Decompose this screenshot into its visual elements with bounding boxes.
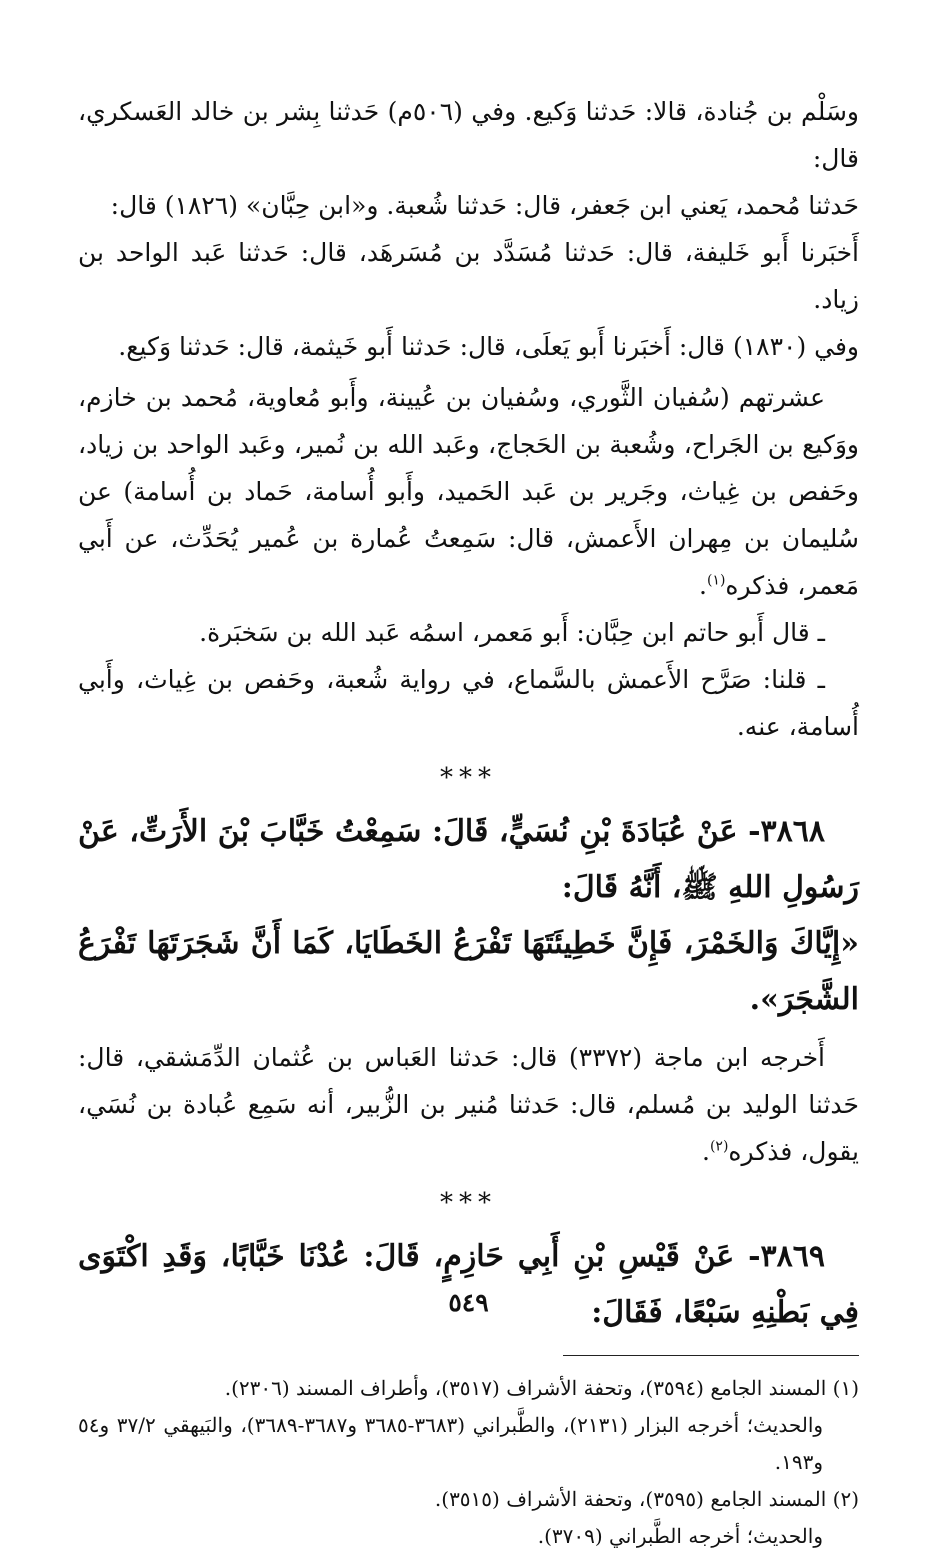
editors-note: ـ قلنا: صَرَّح الأَعمش بالسَّماع، في رواية شُعبة، وحَفص بن غِياث، وأَبي أُسامة، عنه. [78,665,859,741]
hadith-chain: عَنْ عُبَادَةَ بْنِ نُسَيٍّ، قَالَ: سَمِعْتُ خَبَّابَ بْنَ الأَرَتِّ، عَنْ رَسُولِ اللهِ ﷺ، أَنَّهُ قَالَ: [78,814,859,905]
text-line: وفي (١٨٣٠) قال: أَخبَرنا أَبو يَعلَى، قال: حَدثنا أَبو خَيثمة، قال: حَدثنا وَكيع. [118,332,859,361]
section-separator: *** [440,763,497,793]
text-line: أَخبَرنا أَبو خَليفة، قال: حَدثنا مُسَدَّد بن مُسَرهَد، قال: حَدثنا عَبد الواحد بن زياد. [78,238,859,314]
sentence-end: . [698,571,707,600]
footnote-2-detail: والحديث؛ أخرجه الطَّبراني (٣٧٠٩). [537,1524,823,1548]
footnote-1: (١) المسند الجامع (٣٥٩٤)، وتحفة الأشراف (٣٥١٧)، وأطراف المسند (٢٣٠٦). [224,1376,859,1400]
hadith-number: ٣٨٦٨- [748,814,825,849]
takhrij-text: أَخرجه ابن ماجة (٣٣٧٢) قال: حَدثنا العَباس بن عُثمان الدِّمَشقي، قال: حَدثنا الوليد بن مُسلم، قال: حَدثنا مُنير بن الزُّبير، أنه سَمِع عُبادة بن نُسَي، يقول، فذكره [78,1043,859,1166]
section-separator: *** [440,1188,497,1218]
narrators-text: عشرتهم (سُفيان الثَّوري، وسُفيان بن عُيينة، وأَبو مُعاوية، مُحمد بن خازم، ووَكيع بن الجَراح، وشُعبة بن الحَجاج، وعَبد الله بن نُمير، وعَبد الواحد بن زياد، وحَفص بن غِياث، وجَرير بن عَبد الحَميد، وأَبو أُسامة، حَماد بن أُسامة) عن سُليمان بن مِهران الأَعمش، قال: سَمِعتُ عُمارة بن عُمير يُحَدِّث، عن أَبي مَعمر، فذكره [78,383,859,600]
continued-isnad-block [78,88,859,370]
footnote-2: (٢) المسند الجامع (٣٥٩٥)، وتحفة الأشراف (٣٥١٥). [434,1487,859,1511]
footnote-marker-1: (١) [706,572,726,589]
ibn-hibban-note: ـ قال أَبو حاتم ابن حِبَّان: أَبو مَعمر، اسمُه عَبد الله بن سَخبَرة. [199,618,825,647]
page-number: ٥٤٩ [448,1288,489,1317]
text-line: وسَلْم بن جُنادة، قالا: حَدثنا وَكيع. وفي (٥٠٦م) حَدثنا بِشر بن خالد العَسكري، قال: [78,97,859,173]
hadith-3868-text: «إِيَّاكَ وَالخَمْرَ، فَإِنَّ خَطِيئَتَهَا تَفْرَعُ الخَطَايَا، كَمَا أَنَّ شَجَرَتَهَا تَفْرَعُ الشَّجَرَ». [78,926,859,1017]
footnotes [78,1370,859,1555]
hadith-3868-intro [78,804,859,916]
footnote-1-detail: والحديث؛ أخرجه البزار (٢١٣١)، والطَّبراني (٣٦٨٣-٣٦٨٥ و٣٦٨٧-٣٦٨٩)، والبَيهقي ٣٧/٢ و٥٤ و١٩٣. [78,1413,824,1474]
footnote-marker-2: (٢) [709,1138,729,1155]
sentence-end: . [702,1137,710,1166]
narrators-paragraph [78,374,859,609]
hadith-chain: عَنْ قَيْسِ بْنِ أَبِي حَازِمٍ، قَالَ: عُدْنَا خَبَّابًا، وَقَدِ اكْتَوَى فِي بَطْنِهِ سَبْعًا، فَقَالَ: [78,1239,859,1330]
footnote-divider [563,1355,859,1356]
hadith-number: ٣٨٦٩- [748,1239,825,1274]
text-line: حَدثنا مُحمد، يَعني ابن جَعفر، قال: حَدثنا شُعبة. و«ابن حِبَّان» (١٨٢٦) قال: [110,191,859,220]
hadith-3869-intro [78,1229,859,1341]
hadith-3868-takhrij [78,1034,859,1175]
